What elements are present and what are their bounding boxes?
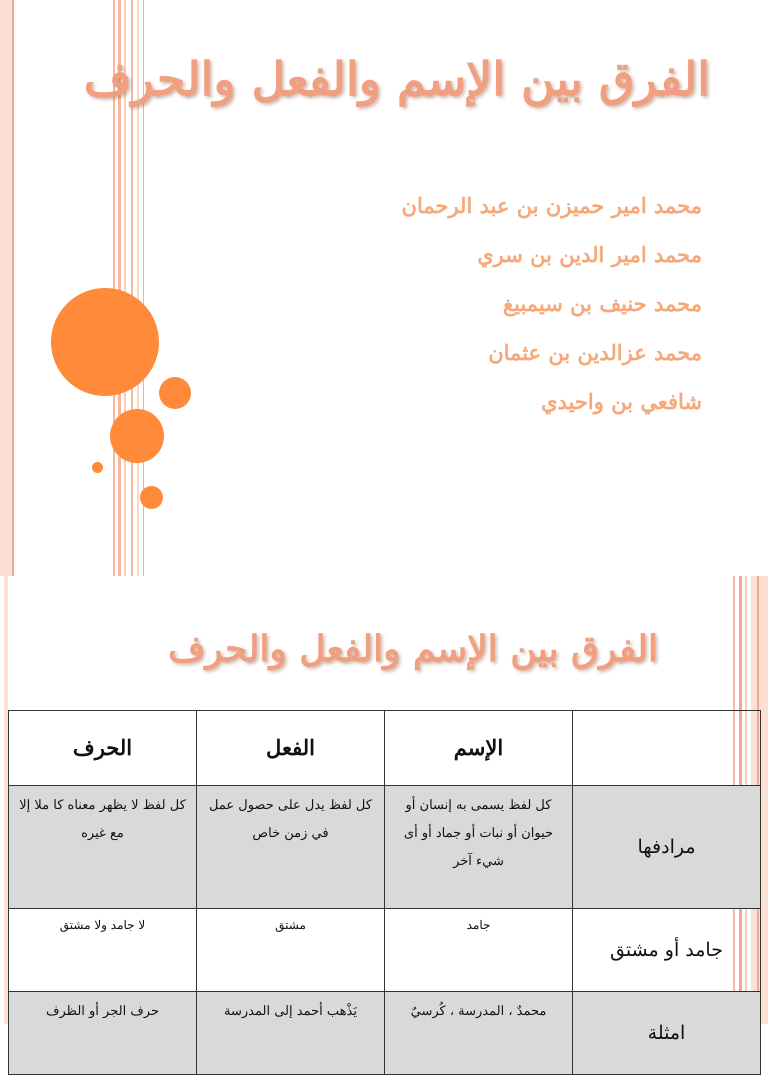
decor-circle bbox=[159, 377, 191, 409]
header-harf: الحرف bbox=[9, 711, 197, 786]
table-row bbox=[9, 992, 761, 1075]
comparison-slide bbox=[0, 576, 768, 1044]
cell-fiel: كل لفظ يدل على حصول عمل في زمن خاص bbox=[197, 786, 385, 909]
row-label: مرادفها bbox=[573, 786, 761, 909]
cell-harf: حرف الجر أو الظرف bbox=[9, 992, 197, 1075]
row-label: امثلة bbox=[573, 992, 761, 1075]
table-row bbox=[9, 786, 761, 909]
decor-circle-large bbox=[51, 288, 159, 396]
cell-fiel: يَذْهب أحمد إلى المدرسة bbox=[197, 992, 385, 1075]
presenter-name: محمد امير حميزن بن عبد الرحمان bbox=[401, 193, 702, 218]
cell-fiel: مشتق bbox=[197, 909, 385, 992]
decor-circle-small bbox=[92, 462, 103, 473]
decor-stripe bbox=[0, 0, 12, 576]
decor-stripe bbox=[12, 0, 14, 576]
cell-ism: محمدٌ ، المدرسة ، كُرسيٌ bbox=[385, 992, 573, 1075]
cell-ism: كل لفظ يسمى به إنسان أو حيوان أو نبات أو جماد أو أى شيء آخر bbox=[385, 786, 573, 909]
header-empty bbox=[573, 711, 761, 786]
slide-title: الفرق بين الإسم والفعل والحرف bbox=[83, 52, 710, 106]
presenter-names-list bbox=[402, 188, 702, 433]
decor-circle bbox=[140, 486, 163, 509]
decor-circle bbox=[110, 409, 164, 463]
header-ism: الإسم bbox=[385, 711, 573, 786]
cell-harf: كل لفظ لا يظهر معناه كا ملا إلا مع غيره bbox=[9, 786, 197, 909]
table-row bbox=[9, 909, 761, 992]
header-fiel: الفعل bbox=[197, 711, 385, 786]
table-header-row bbox=[9, 711, 761, 786]
cell-harf: لا جامد ولا مشتق bbox=[9, 909, 197, 992]
row-label: جامد أو مشتق bbox=[573, 909, 761, 992]
comparison-table bbox=[8, 710, 761, 1075]
cell-ism: جامد bbox=[385, 909, 573, 992]
presenter-name: شافعي بن واحيدي bbox=[541, 389, 702, 414]
presenter-name: محمد امير الدين بن سري bbox=[477, 242, 702, 267]
presenter-name: محمد حنيف بن سيمبيغ bbox=[502, 291, 702, 316]
presenter-name: محمد عزالدين بن عثمان bbox=[488, 340, 702, 365]
slide-title: الفرق بين الإسم والفعل والحرف bbox=[167, 628, 658, 670]
